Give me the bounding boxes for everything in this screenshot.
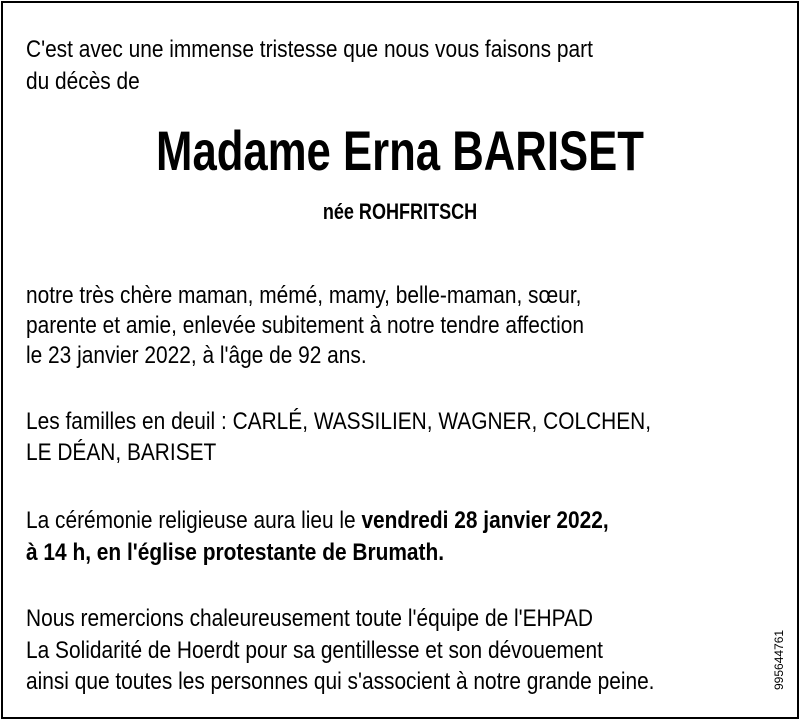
description-line-1: notre très chère maman, mémé, mamy, belle-maman, sœur, [26,282,582,309]
ceremony-date: vendredi 28 janvier 2022, [361,507,609,534]
deceased-name: Madame Erna BARISET [156,119,644,182]
thanks-line-1: Nous remercions chaleureusement toute l'équipe de l'EHPAD [26,605,594,632]
thanks-line-3: ainsi que toutes les personnes qui s'associent à notre grande peine. [26,668,655,695]
ceremony-prefix: La cérémonie religieuse aura lieu le [26,507,362,534]
families-line-2: LE DÉAN, BARISET [26,439,217,466]
reference-number: 995644761 [772,629,786,690]
ceremony-line-1 [26,505,609,537]
families-line-1: Les familles en deuil : CARLÉ, WASSILIEN, WAGNER, COLCHEN, [26,408,652,435]
intro-line-2: du décès de [26,68,140,95]
thanks-line-2: La Solidarité de Hoerdt pour sa gentillesse et son dévouement [26,637,603,664]
ceremony-line-2: à 14 h, en l'église protestante de Brumath. [26,539,445,566]
maiden-name: née ROHFRITSCH [322,199,478,224]
intro-line-1: C'est avec une immense tristesse que nous vous faisons part [26,36,593,63]
description-line-3: le 23 janvier 2022, à l'âge de 92 ans. [26,342,367,369]
description-line-2: parente et amie, enlevée subitement à notre tendre affection [26,312,584,339]
